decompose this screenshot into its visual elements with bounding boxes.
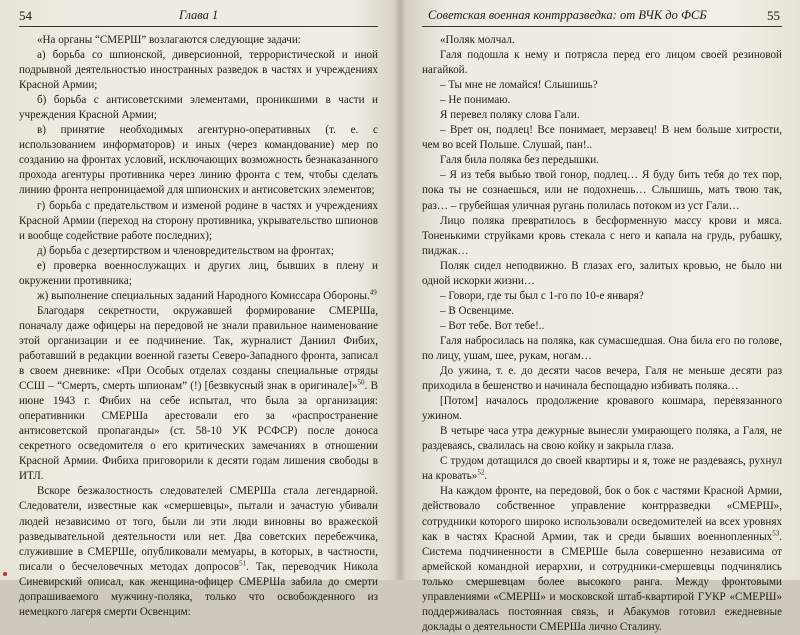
running-head: Глава 1	[179, 8, 219, 22]
left-page-text	[19, 33, 378, 620]
left-page	[0, 0, 398, 618]
page-number: 54	[19, 8, 32, 23]
page-number: 55	[767, 8, 780, 23]
paragraph: – Не понимаю.	[440, 94, 511, 107]
paragraph: «На органы “СМЕРШ” возлагаются следующие задачи:	[37, 34, 301, 46]
paragraph: С трудом дотащился до своей квартиры и я, тоже не раздеваясь, рухнул на кровать»$^{52}$.	[422, 455, 782, 483]
page-mark	[3, 572, 7, 576]
paragraph: – Говори, где ты был с 1-го по 10-е января?	[440, 289, 644, 302]
paragraph: [Потом] началось продолжение кровавого кошмара, перевязанного ужином.	[422, 395, 782, 423]
paragraph: Лицо поляка превратилось в бесформенную массу крови и мяса. Тоненькими струйками кровь стекала с него и капала на грудь, рубашку, пиджак…	[422, 214, 782, 257]
paragraph: Поляк сидел неподвижно. В глазах его, залитых кровью, не было ни одной искорки жизни…	[422, 259, 782, 287]
footnote-ref[interactable]: 50	[357, 378, 365, 387]
paragraph: Вскоре безжалостность следователей СМЕРШа стала легендарной. Следователи, известные как «смершевцы», пытали и зачастую убивали людей независимо от того, были ли эти люди виновны во вражеской разведывательной деятельности или нет. Два советских перебежчика, служившие в СМЕРШе, опубликовали мемуары, в которых, в частности, писали о бесчеловечных методах допросов$^{51}$. Так, переводчик Никола Синевирский описал, как женщина-офицер СМЕРШа забила до смерти допрашиваемого мужчину-поляка, только что освобожденного из немецкого лагеря смерти Освенцим:	[19, 485, 378, 618]
paragraph: в) принятие необходимых агентурно-оперативных (т. е. с использованием информаторов) и иных (через командование) мер по созданию на фронтах условий, исключающих возможность безнаказанного прохода агентуры противника через линию фронта с тем, чтобы сделать линию фронта непроницаемой для шпионских и антисоветских элементов;	[19, 124, 378, 197]
paragraph: е) проверка военнослужащих и других лиц, бывших в плену и окружении противника;	[19, 259, 378, 287]
paragraph: – В Освенциме.	[440, 304, 515, 317]
footnote-ref[interactable]: 49	[369, 288, 377, 297]
running-head: Советская военная контрразведка: от ВЧК до ФСБ	[428, 8, 707, 22]
paragraph: Галя подошла к нему и потрясла перед его лицом своей резиновой нагайкой.	[422, 49, 782, 77]
right-page	[402, 0, 800, 633]
right-page-header	[422, 6, 782, 27]
right-page-text	[422, 33, 782, 635]
left-page-header	[19, 6, 378, 27]
paragraph: До ужина, т. е. до десяти часов вечера, Галя не меньше десяти раз приходила в бешенство и начинала беспощадно избивать поляка…	[422, 365, 782, 393]
paragraph: – Вот тебе. Вот тебе!..	[440, 319, 545, 332]
paragraph: В четыре часа утра дежурные вынесли умирающего поляка, а Галя, не раздеваясь, свалилась на свою койку и закрыла глаза.	[422, 425, 782, 453]
paragraph: б) борьба с антисоветскими элементами, проникшими в части и учреждения Красной Армии;	[19, 94, 378, 122]
paragraph: Галя била поляка без передышки.	[440, 154, 599, 167]
paragraph: Я перевел поляку слова Гали.	[440, 109, 580, 122]
paragraph: – Врет он, подлец! Все понимает, мерзавец! В нем больше хитрости, чем во всей Польше. Слушай, пан!..	[422, 124, 782, 152]
paragraph: – Ты мне не ломайся! Слышишь?	[440, 79, 598, 92]
paragraph: ж) выполнение специальных заданий Народного Комиссара Обороны.$^{49}$	[37, 288, 377, 302]
footnote-ref[interactable]: 53	[772, 528, 780, 537]
footnote-ref[interactable]: 52	[477, 468, 485, 477]
paragraph: «Поляк молчал.	[440, 34, 515, 46]
paragraph: г) борьба с предательством и изменой родине в частях и учреждениях Красной Армии (переход на сторону противника, укрывательство шпионов и вообще содействие работе последних);	[19, 199, 378, 242]
paragraph: Благодаря секретности, окружавшей формирование СМЕРШа, поначалу даже офицеры на передовой не знали правильное наименование этой организации и ее подчинение. Так, журналист Даниил Фибих, работавший в редакции военной газеты Северо-Западного фронта, записал в своем дневнике: «При Особых отделах созданы специальные отряды ССШ – “Смерть, смерть шпионам” (!) [безвкусный знак в оригинале]»$^{50}$. В июне 1943 г. Фибих на себе испытал, что была за организация: оперативники СМЕРШа арестовали его за «распространение антисоветской пропаганды» (ст. 58-10 УК РСФСР) после доноса секретного осведомителя о его критических замечаниях в отношении Красной Армии. Фибиха приговорили к десяти годам лишения свободы в ИТЛ.	[19, 304, 378, 483]
paragraph: а) борьба со шпионской, диверсионной, террористической и иной подрывной деятельностью иностранных разведок в частях и учреждениях Красной Армии;	[19, 49, 378, 92]
paragraph: д) борьба с дезертирством и членовредительством на фронтах;	[37, 244, 334, 257]
paragraph: – Я из тебя выбью твой гонор, подлец… Я буду бить тебя до тех пор, пока ты не сознаешься, или не подохнешь… Слышишь, мать твою так, раз… – грубейшая уличная ругань полилась потоком из уст Гали…	[422, 169, 782, 212]
paragraph: Галя набросилась на поляка, как сумасшедшая. Она била его по голове, по лицу, ушам, шее, рукам, ногам…	[422, 334, 782, 362]
footnote-ref[interactable]: 51	[239, 558, 247, 567]
paragraph: На каждом фронте, на передовой, бок о бок с частями Красной Армии, действовало собственное управление контрразведки «СМЕРШ», сотрудники которого широко использовали осведомителей на всех уровнях как в частях Красной Армии, так и среди бывших военнопленных$^{53}$. Система подчиненности в СМЕРШе была совершенно независима от армейской командной иерархии, и сотрудники-смершевцы подчинялись только смершевцам более высокого ранга. Между фронтовыми управлениями «СМЕРШ» и московской штаб-квартирой ГУКР «СМЕРШ» поддерживалась постоянная связь, и Абакумов готовил ежедневные доклады о деятельности СМЕРШа лично Сталину.	[422, 485, 782, 633]
